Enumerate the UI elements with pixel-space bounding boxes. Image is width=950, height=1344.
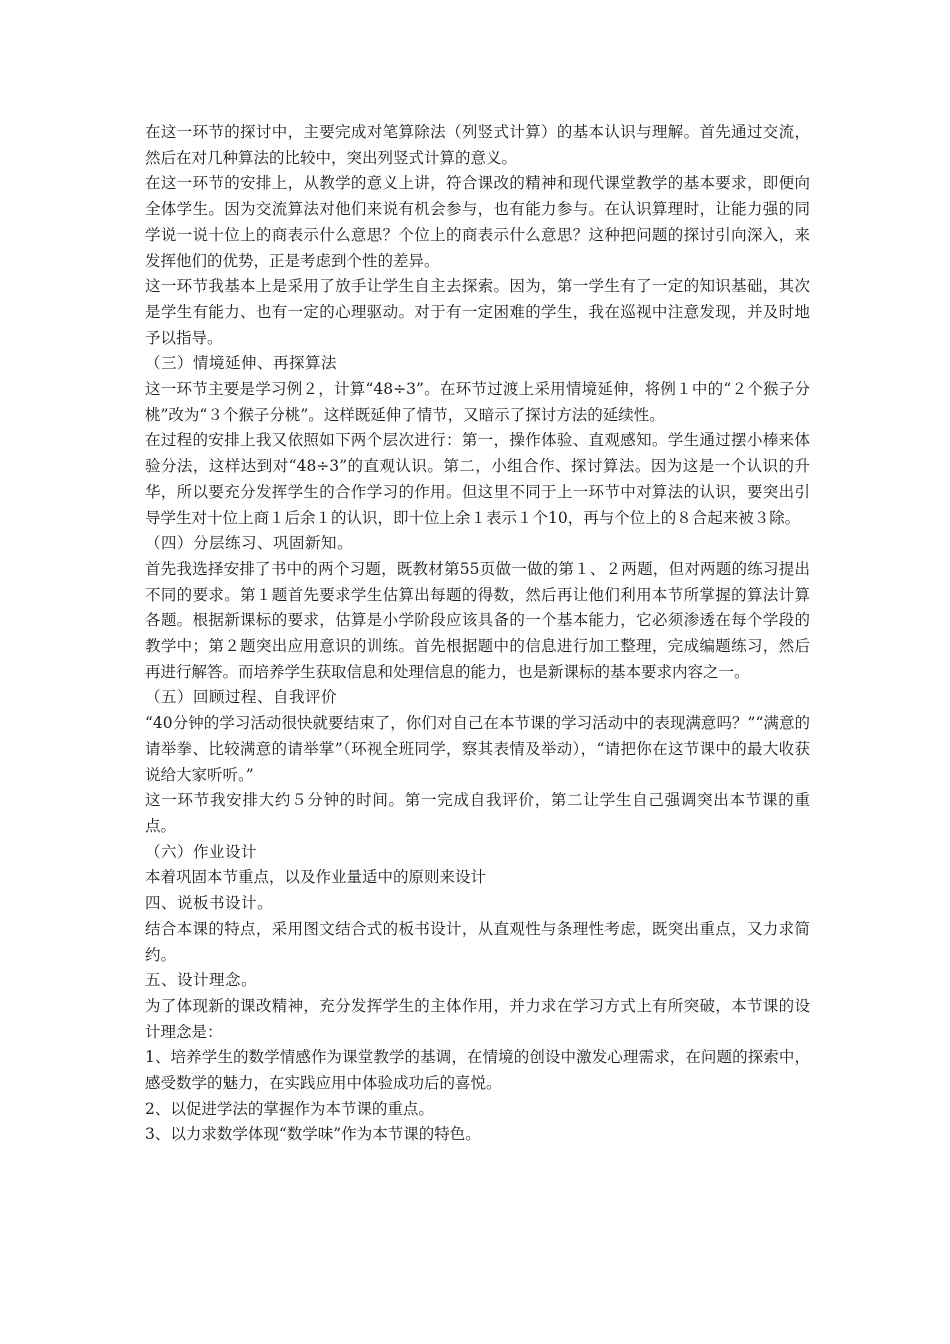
section-heading-6: （六）作业设计 xyxy=(145,842,258,861)
paragraph-1: 在这一环节的探讨中，主要完成对笔算除法（列竖式计算）的基本认识与理解。首先通过交流，然后在对几种算法的比较中，突出列竖式计算的意义。 xyxy=(145,123,810,167)
paragraph-2: 在这一环节的安排上，从教学的意义上讲，符合课改的精神和现代课堂教学的基本要求，即便向全体学生。因为交流算法对他们来说有机会参与，也有能力参与。在认识算理时，让能力强的同学说一说十位上的商表示什么意思？个位上的商表示什么意思？这种把问题的探讨引向深入，来发挥他们的优势，正是考虑到个性的差异。 xyxy=(145,174,810,270)
section-heading-board-design: 四、说板书设计。 xyxy=(145,894,274,913)
paragraph-11: 为了体现新的课改精神，充分发挥学生的主体作用，并力求在学习方式上有所突破，本节课的设计理念是： xyxy=(145,996,810,1041)
paragraph-8: 这一环节我安排大约５分钟的时间。第一完成自我评价，第二让学生自己强调突出本节课的重点。 xyxy=(145,791,810,835)
paragraph-10: 结合本课的特点，采用图文结合式的板书设计，从直观性与条理性考虑，既突出重点，又力求简约。 xyxy=(145,919,810,964)
paragraph-7: “40分钟的学习活动很快就要结束了，你们对自己在本节课的学习活动中的表现满意吗？”“满意的请举拳、比较满意的请举掌”（环视全班同学，察其表情及举动），“请把你在这节课中的最大收获说给大家听听。” xyxy=(145,714,810,784)
list-item-2: 2、以促进学法的掌握作为本节课的重点。 xyxy=(145,1099,434,1118)
section-heading-3: （三）情境延伸、再探算法 xyxy=(145,354,338,373)
paragraph-5: 在过程的安排上我又依照如下两个层次进行：第一，操作体验、直观感知。学生通过摆小棒来体验分法，这样达到对“48÷3”的直观认识。第二，小组合作、探讨算法。因为这是一个认识的升华，所以要充分发挥学生的合作学习的作用。但这里不同于上一环节中对算法的认识，要突出引导学生对十位上商１后余１的认识，即十位上余１表示１个10，再与个位上的８合起来被３除。 xyxy=(145,431,810,527)
document-page xyxy=(145,120,810,1148)
section-heading-5: （五）回顾过程、自我评价 xyxy=(145,688,338,707)
paragraph-3: 这一环节我基本上是采用了放手让学生自主去探索。因为，第一学生有了一定的知识基础，其次是学生有能力、也有一定的心理驱动。对于有一定困难的学生，我在巡视中注意发现，并及时地予以指导。 xyxy=(145,277,810,347)
list-item-3: 3、以力求数学体现“数学味”作为本节课的特色。 xyxy=(145,1125,481,1144)
section-heading-design-concept: 五、设计理念。 xyxy=(145,971,258,990)
list-item-1: 1、培养学生的数学情感作为课堂教学的基调，在情境的创设中激发心理需求，在问题的探索中，感受数学的魅力，在实践应用中体验成功后的喜悦。 xyxy=(145,1048,810,1093)
paragraph-6: 首先我选择安排了书中的两个习题，既教材第55页做一做的第１、２两题，但对两题的练习提出不同的要求。第１题首先要求学生估算出每题的得数，然后再让他们利用本节所掌握的算法计算各题。根据新课标的要求，估算是小学阶段应该具备的一个基本能力，它必须渗透在每个学段的教学中；第２题突出应用意识的训练。首先根据题中的信息进行加工整理，完成编题练习，然后再进行解答。而培养学生获取信息和处理信息的能力，也是新课标的基本要求内容之一。 xyxy=(145,559,810,681)
paragraph-9: 本着巩固本节重点，以及作业量适中的原则来设计 xyxy=(145,868,487,887)
section-heading-4: （四）分层练习、巩固新知。 xyxy=(145,534,354,553)
paragraph-4: 这一环节主要是学习例２，计算“48÷3”。在环节过渡上采用情境延伸，将例１中的“２个猴子分桃”改为“３个猴子分桃”。这样既延伸了情节，又暗示了探讨方法的延续性。 xyxy=(145,380,810,424)
